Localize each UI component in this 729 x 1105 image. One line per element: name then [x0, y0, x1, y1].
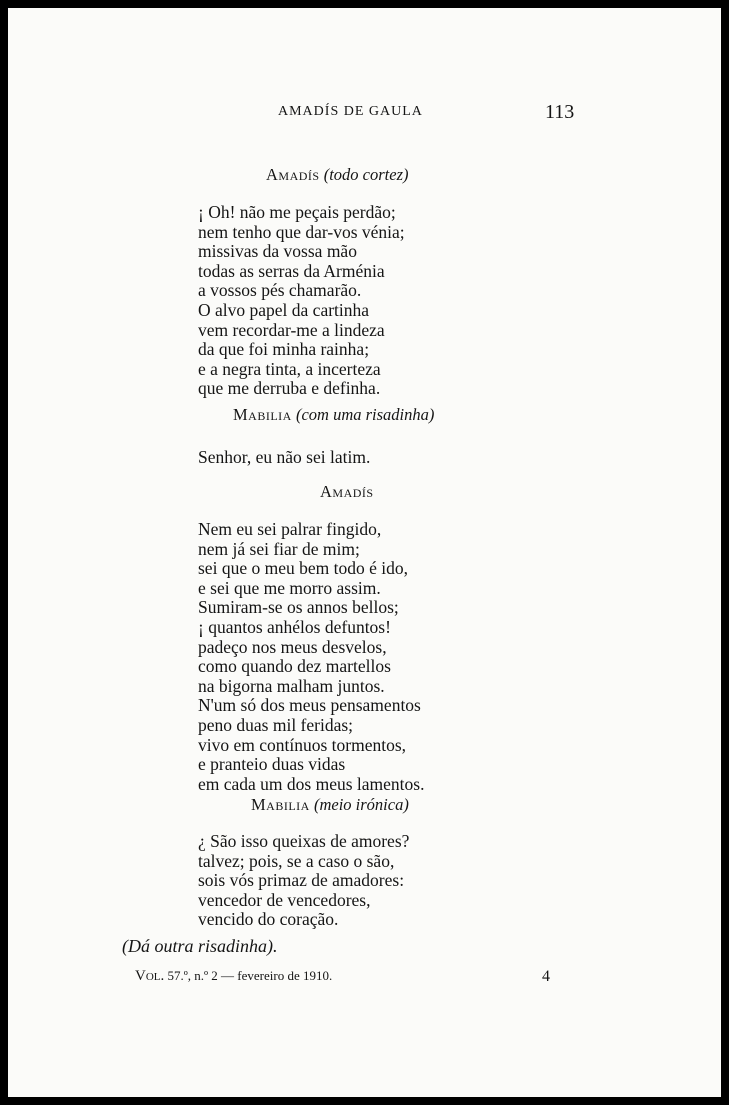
- verse-line: como quando dez martellos: [198, 656, 391, 677]
- verse-line: Nem eu sei palrar fingido,: [198, 519, 382, 539]
- speaker-name: Mabilia: [233, 405, 292, 424]
- verse-line: O alvo papel da cartinha: [198, 299, 370, 320]
- printed-page: [8, 8, 721, 1097]
- verse-line: vivo em contínuos tormentos,: [198, 734, 407, 755]
- verse-line: todas as serras da Arménia: [198, 260, 385, 281]
- verse-line: talvez; pois, se a caso o são,: [198, 850, 395, 871]
- verse-line: N'um só dos meus pensamentos: [198, 695, 421, 716]
- stage-direction-inline: (meio irónica): [313, 795, 409, 814]
- verse-line: vencido do coração.: [198, 909, 339, 930]
- signature-mark: 4: [542, 968, 550, 985]
- running-head: AMADÍS DE GAULA: [278, 104, 423, 119]
- footer-reference: [135, 968, 332, 985]
- stage-direction-inline: (com uma risadinha): [295, 405, 435, 424]
- speaker-name: Amadís: [266, 165, 320, 184]
- verse-line: ¡ Oh! não me peçais perdão;: [198, 202, 396, 222]
- verse-line: sei que o meu bem todo é ido,: [198, 558, 408, 579]
- footer-issue: 57.º, n.º 2 — fevereiro de 1910.: [164, 968, 333, 983]
- verse-line: padeço nos meus desvelos,: [198, 636, 387, 657]
- verse-line: e a negra tinta, a incerteza: [198, 358, 381, 379]
- verse-line: que me derruba e definha.: [198, 378, 381, 399]
- verse-line: ¿ São isso queixas de amores?: [198, 831, 410, 851]
- verse-line: em cada um dos meus lamentos.: [198, 773, 425, 794]
- speaker-heading: [251, 795, 409, 815]
- verse-line: Sumiram-se os annos bellos;: [198, 597, 399, 618]
- verse-line: na bigorna malham juntos.: [198, 675, 385, 696]
- verse-line: vem recordar-me a lindeza: [198, 319, 385, 340]
- verse-line: nem tenho que dar-vos vénia;: [198, 221, 405, 242]
- verse-line: e sei que me morro assim.: [198, 577, 381, 598]
- verse-stanza: [198, 448, 370, 468]
- verse-line: e pranteio duas vidas: [198, 754, 346, 775]
- stage-direction: (Dá outra risadinha).: [122, 936, 278, 956]
- speaker-heading: [320, 482, 374, 502]
- verse-line: nem já sei fiar de mim;: [198, 538, 360, 559]
- page-number: 113: [545, 101, 575, 123]
- verse-line: peno duas mil feridas;: [198, 714, 354, 735]
- speaker-heading: [266, 165, 409, 185]
- verse-line: ¡ quantos anhélos defuntos!: [198, 616, 391, 637]
- speaker-name: Mabilia: [251, 795, 310, 814]
- verse-line: da que foi minha rainha;: [198, 339, 370, 360]
- verse-stanza: [198, 203, 405, 399]
- verse-line: a vossos pés chamarão.: [198, 280, 362, 301]
- footer-vol: Vol.: [135, 968, 165, 984]
- verse-stanza: [198, 832, 409, 930]
- verse-line: sois vós primaz de amadores:: [198, 870, 405, 891]
- verse-stanza: [198, 520, 424, 794]
- speaker-heading: [233, 405, 434, 425]
- verse-line: Senhor, eu não sei latim.: [198, 447, 371, 467]
- speaker-name: Amadís: [320, 482, 374, 501]
- verse-line: vencedor de vencedores,: [198, 889, 371, 910]
- verse-line: missivas da vossa mão: [198, 241, 357, 262]
- stage-direction-inline: (todo cortez): [323, 165, 409, 184]
